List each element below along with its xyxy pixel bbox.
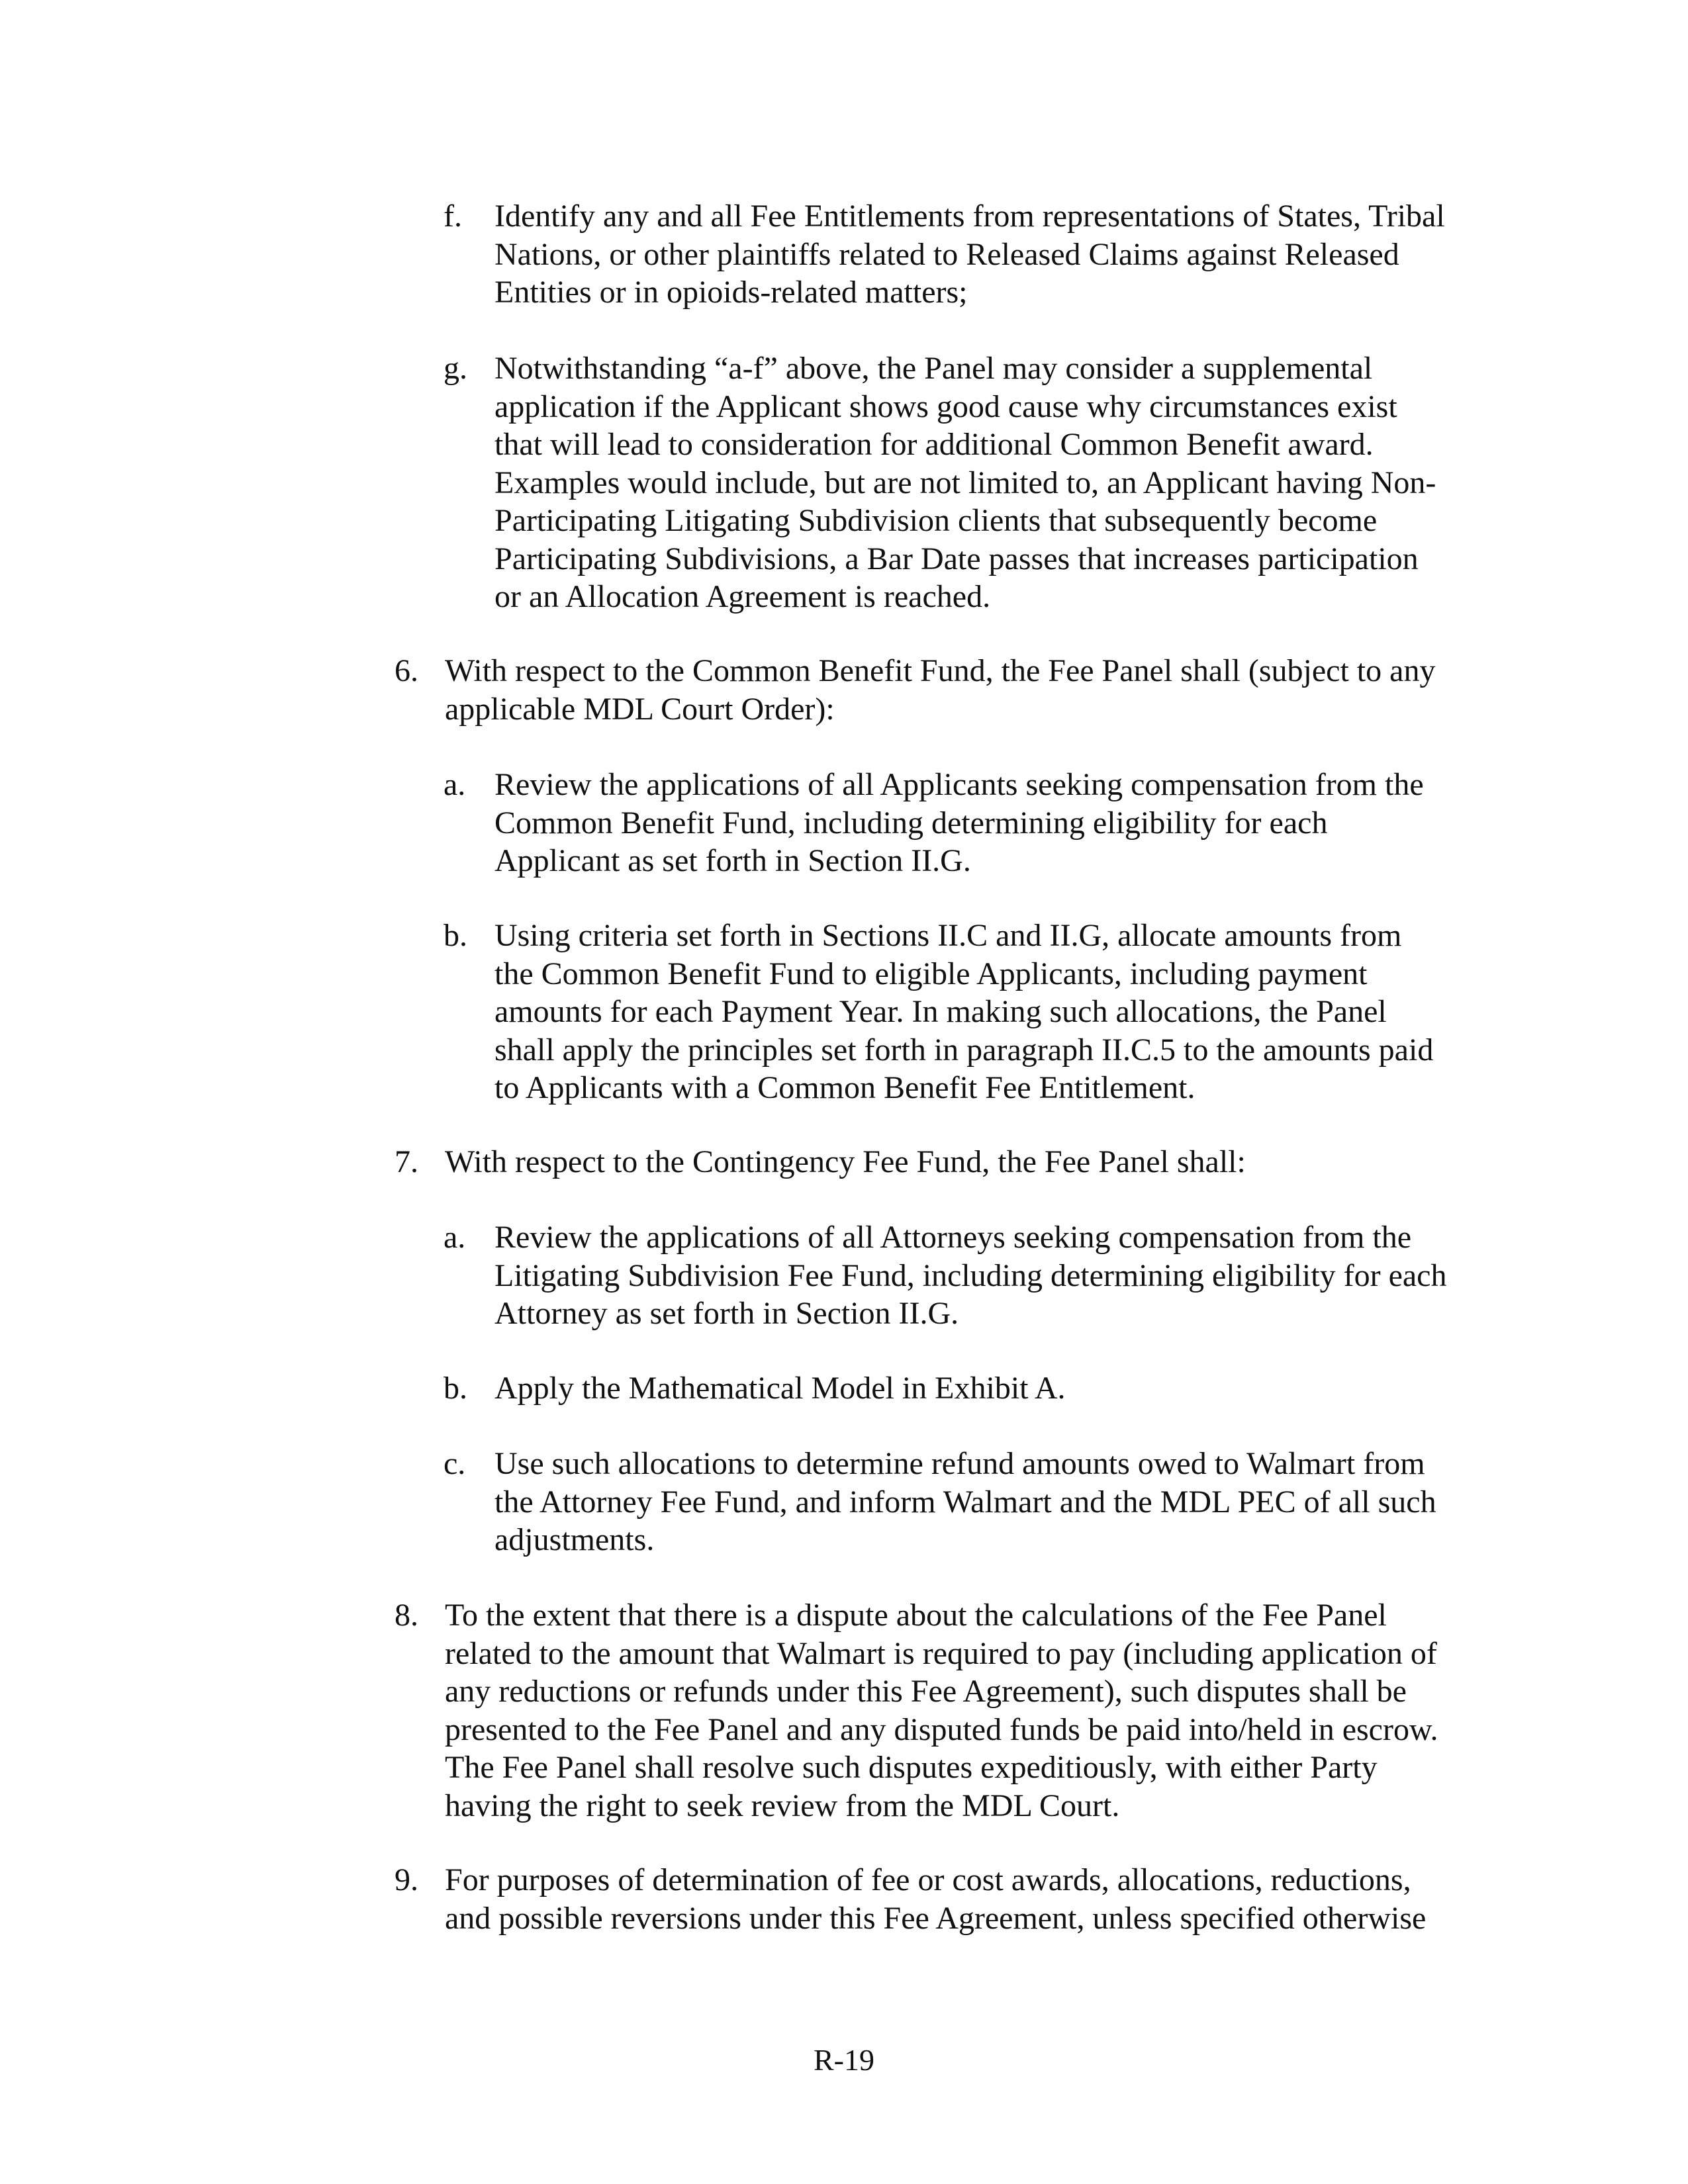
section-text: With respect to the Contingency Fee Fund, the Fee Panel shall:	[445, 1144, 1246, 1179]
list-item-text: Apply the Mathematical Model in Exhibit A.	[494, 1371, 1066, 1406]
list-marker: a.	[444, 767, 466, 802]
list-item-f	[444, 197, 1503, 312]
list-marker: a.	[444, 1220, 466, 1255]
list-item-text: Using criteria set forth in Sections II.C and II.G, allocate amounts from the Common Benefit Fund to eligible Applicants, including payment amounts for each Payment Year. In making such allocations, the Panel shall apply the principles set forth in paragraph II.C.5 to the amounts paid to Applicants with a Common Benefit Fee Entitlement.	[494, 918, 1434, 1105]
list-item-text: Review the applications of all Applicants seeking compensation from the Common Benefit Fund, including determining eligibility for each Applicant as set forth in Section II.G.	[494, 767, 1424, 878]
list-marker: b.	[444, 918, 467, 953]
list-item-text: Review the applications of all Attorneys seeking compensation from the Litigating Subdivision Fee Fund, including determining eligibility for each Attorney as set forth in Section II.G.	[494, 1220, 1447, 1331]
section-text: For purposes of determination of fee or cost awards, allocations, reductions, and possible reversions under this Fee Agreement, unless specified otherwise	[445, 1862, 1427, 1936]
list-item-6b	[444, 917, 1503, 1107]
list-item-7b	[444, 1369, 1503, 1408]
section-8	[395, 1596, 1507, 1825]
list-item-7a	[444, 1218, 1503, 1333]
list-marker: f.	[444, 199, 462, 234]
section-7	[395, 1143, 1507, 1181]
list-item-7c	[444, 1445, 1503, 1559]
list-item-6a	[444, 766, 1503, 880]
list-item-text: Use such allocations to determine refund amounts owed to Walmart from the Attorney Fee Fund, and inform Walmart and the MDL PEC of all such adjustments.	[494, 1446, 1436, 1557]
section-number: 7.	[395, 1144, 418, 1179]
list-marker: g.	[444, 351, 467, 386]
section-number: 9.	[395, 1862, 418, 1897]
section-number: 8.	[395, 1598, 418, 1633]
section-6	[395, 652, 1507, 728]
list-marker: b.	[444, 1371, 467, 1406]
page-number: R-19	[814, 2043, 874, 2077]
list-item-text: Identify any and all Fee Entitlements from representations of States, Tribal Nations, or other plaintiffs related to Released Claims against Released Entities or in opioids-related matters;	[494, 199, 1445, 310]
list-marker: c.	[444, 1446, 466, 1481]
section-text: To the extent that there is a dispute about the calculations of the Fee Panel related to the amount that Walmart is required to pay (including application of any reductions or refunds under this Fee Agreement), such disputes shall be presented to the Fee Panel and any disputed funds be paid into/held in escrow. The Fee Panel shall resolve such disputes expeditiously, with either Party having the right to seek review from the MDL Court.	[445, 1598, 1438, 1823]
section-9	[395, 1861, 1507, 1937]
list-item-g	[444, 349, 1503, 616]
section-text: With respect to the Common Benefit Fund, the Fee Panel shall (subject to any applicable MDL Court Order):	[445, 653, 1436, 727]
list-item-text: Notwithstanding “a-f” above, the Panel may consider a supplemental application if the Applicant shows good cause why circumstances exist that will lead to consideration for additional Common Benefit award. Examples would include, but are not limited to, an Applicant having Non- Participating Litigating Subdivision clients that subsequently become Participating Subdivisions, a Bar Date passes that increases participation or an Allocation Agreement is reached.	[494, 351, 1436, 614]
section-number: 6.	[395, 653, 418, 688]
